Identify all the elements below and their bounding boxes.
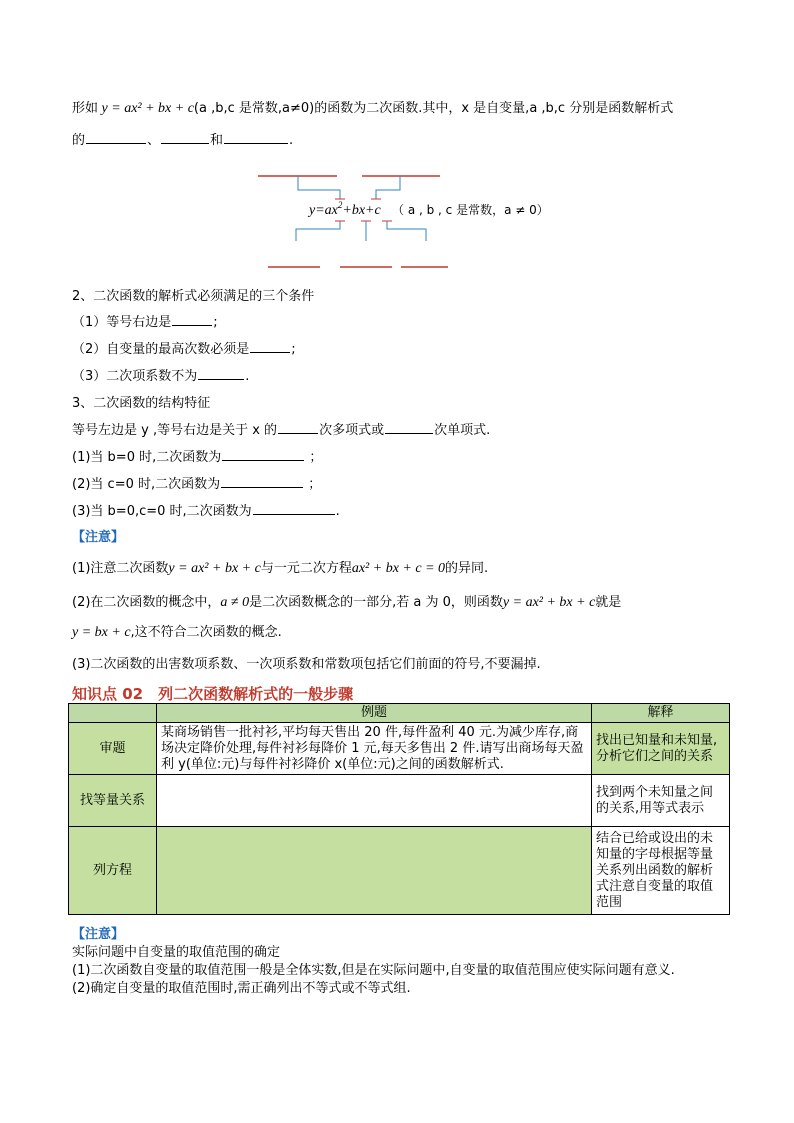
s2-heading: 2、二次函数的解析式必须满足的三个条件 [72, 289, 315, 304]
table-row [69, 775, 730, 827]
s2-item-3-dot: . [245, 369, 250, 384]
s2-item-2 [72, 341, 296, 359]
diagram-svg [0, 165, 794, 275]
note-1-func-text: ax² + bx + c [191, 561, 261, 576]
table-header-explain: 解释 [592, 704, 730, 723]
table-row [69, 723, 730, 775]
diagram-connector-b [376, 176, 400, 199]
intro-line-2 [72, 132, 293, 150]
note-2 [72, 594, 621, 612]
blank-b[interactable] [161, 132, 209, 144]
note-2-linear: y = bx + c [72, 625, 131, 640]
s3-case-3-text: (3)当 b=0,c=0 时,二次函数为 [72, 504, 252, 519]
s3-desc-c: 次单项式. [434, 423, 491, 438]
notes2-line-3: (2)确定自变量的取值范围时,需正确列出不等式或不等式组. [72, 981, 411, 996]
s2-item-1-semi: ; [213, 315, 218, 330]
diagram-formula: $y=ax^2+bx+c$ [309, 200, 381, 218]
s3-desc-a: 等号左边是 y ,等号右边是关于 x 的 [72, 423, 278, 438]
note-2-c: 就是 [595, 595, 622, 610]
intro-line-1 [72, 100, 673, 118]
s2-item-3-text: （3）二次项系数不为 [72, 369, 198, 384]
table-header-example: 例题 [157, 704, 592, 723]
s3-case-2 [72, 476, 321, 494]
note-3: (3)二次函数的出害数项系数、一次项系数和常数项包括它们前面的符号,不要漏掉. [72, 657, 541, 672]
kp02-title: 知识点 02 列二次函数解析式的一般步骤 [72, 685, 354, 703]
intro-cond: (a ,b,c 是常数,a≠0)的函数为二次函数.其中，x 是自变量,a ,b,c 分别是函数解析式 [193, 101, 674, 116]
blank-s3-deg2[interactable] [385, 422, 433, 434]
note-2-func: y = ax² + bx + c [502, 595, 596, 610]
note-1-func: y = ax² + bx + c [168, 561, 261, 576]
s3-desc [72, 422, 490, 440]
notes2-line-1: 实际问题中自变量的取值范围的确定 [72, 945, 281, 960]
note-1-eq-tail: = 0 [421, 561, 446, 576]
row-explain-equation: 结合已给或设出的未知量的字母根据等量关系列出函数的解析式注意自变量的取值范围 [592, 827, 730, 915]
row-example-equal[interactable] [157, 775, 592, 827]
blank-s2-2[interactable] [250, 341, 290, 353]
diagram-connector-c [296, 221, 340, 241]
s2-item-1-text: （1）等号右边是 [72, 315, 172, 330]
row-explain-equal: 找到两个未知量之间的关系,用等式表示 [592, 775, 730, 827]
s3-case-1-text: (1)当 b=0 时,二次函数为 [72, 450, 222, 465]
note-2-b: 是二次函数概念的一部分,若 a 为 0，则函数 [249, 595, 503, 610]
note-1-eq-text: ax² + bx + c [351, 561, 422, 576]
note-2-cond: a ≠ 0 [220, 595, 250, 610]
note-2-cont [72, 624, 282, 642]
s3-case-2-text: (2)当 c=0 时,二次函数为 [72, 477, 221, 492]
s3-case-1 [72, 449, 322, 467]
diagram-connector-a [298, 176, 340, 199]
s3-case-2-semi: ； [308, 477, 322, 492]
s3-case-3 [72, 503, 340, 521]
note-1-a: (1)注意二次函数 [72, 561, 169, 576]
note-1-eq [352, 561, 445, 576]
diagram-condition: （ a , b , c 是常数，a ≠ 0） [392, 203, 549, 217]
note-2-d: ,这不符合二次函数的概念. [130, 625, 282, 640]
diagram-connector-e [387, 221, 426, 241]
intro-sep2: 和 [210, 133, 224, 148]
notes-label: 【注意】 [72, 530, 125, 545]
intro-line2-prefix: 的 [72, 133, 86, 148]
note-2-a: (2)在二次函数的概念中， [72, 595, 221, 610]
table-header-empty [69, 704, 157, 723]
intro-sep1: 、 [147, 133, 161, 148]
blank-s2-3[interactable] [198, 368, 244, 380]
steps-table [68, 703, 730, 915]
s3-case-3-dot: . [335, 504, 340, 519]
intro-end: . [289, 133, 294, 148]
note-1 [72, 560, 488, 578]
note-2-func-text: ax² + bx + c [525, 595, 596, 610]
blank-c[interactable] [224, 132, 288, 144]
table-row [69, 827, 730, 915]
s2-item-3 [72, 368, 249, 386]
intro-prefix: 形如 [72, 101, 99, 116]
intro-formula-text: ax² + bx + c [124, 101, 194, 116]
s3-case-1-semi: ； [309, 450, 323, 465]
s2-item-2-text: （2）自变量的最高次数必须是 [72, 342, 250, 357]
row-label-equation: 列方程 [69, 827, 157, 915]
row-explain-review: 找出已知量和未知量,分析它们之间的关系 [592, 723, 730, 775]
row-label-review: 审题 [69, 723, 157, 775]
blank-s3-deg1[interactable] [278, 422, 318, 434]
blank-s3-c2[interactable] [221, 476, 303, 488]
notes2-line-2: (1)二次函数自变量的取值范围一般是全体实数,但是在实际问题中,自变量的取值范围应使实际问题有意义. [72, 963, 675, 978]
table-header-row [69, 704, 730, 723]
row-example-equation[interactable] [157, 827, 592, 915]
note-1-b: 与一元二次方程 [260, 561, 352, 576]
blank-a[interactable] [86, 132, 146, 144]
blank-s3-c3[interactable] [253, 503, 335, 515]
blank-s3-c1[interactable] [222, 449, 304, 461]
s2-item-2-semi: ; [291, 342, 296, 357]
s2-item-1 [72, 314, 218, 332]
notes2-label: 【注意】 [72, 927, 125, 942]
s3-desc-b: 次多项式或 [319, 423, 385, 438]
quadratic-structure-diagram [0, 165, 794, 275]
s3-heading: 3、二次函数的结构特征 [72, 396, 211, 411]
note-1-c: 的异同. [445, 561, 489, 576]
row-label-equal: 找等量关系 [69, 775, 157, 827]
intro-formula: y = ax² + bx + c [98, 101, 194, 116]
blank-s2-1[interactable] [172, 314, 212, 326]
row-example-review: 某商场销售一批衬衫,平均每天售出 20 件,每件盈利 40 元.为减少库存,商场决定降价处理,每件衬衫每降价 1 元,每天多售出 2 件.请写出商场每天盈利 y(单位:元)与每件衬衫降价 x(单位:元)之间的函数解析式. [157, 723, 592, 775]
